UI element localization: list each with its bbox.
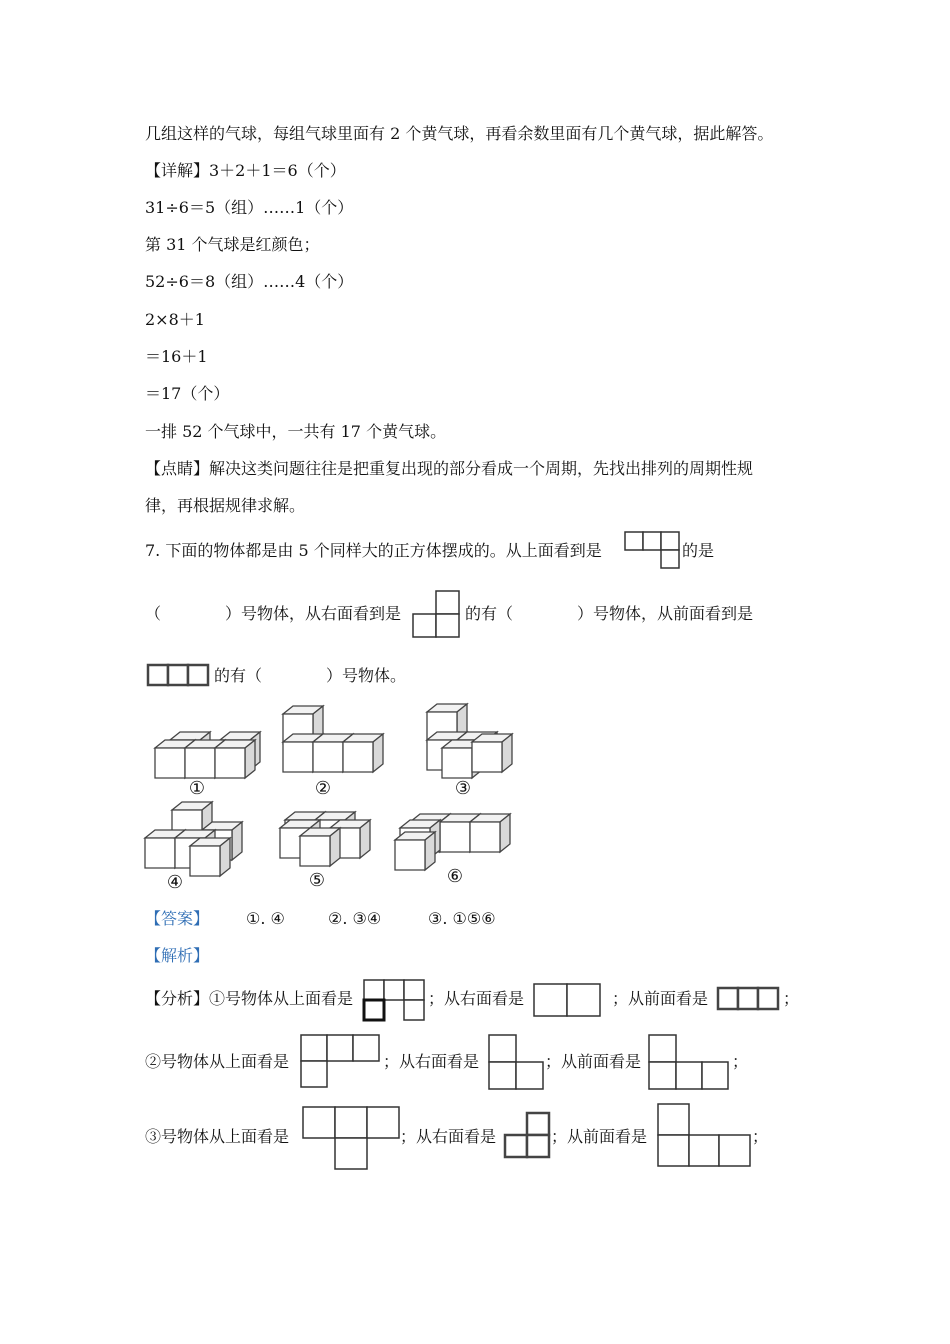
analysis-text: ③号物体从上面看是	[145, 1127, 290, 1146]
analysis-text: ；从右面看是	[383, 1052, 480, 1071]
figure-label-6: ⑥	[446, 866, 464, 887]
fig2-top-view	[300, 1034, 380, 1088]
question-text: 的是	[682, 541, 715, 560]
text-line: 几组这样的气球，每组气球里面有 2 个黄气球，再看余数里面有几个黄气球，据此解答。	[145, 124, 774, 143]
cube	[395, 832, 435, 870]
answer-1: ①. ④	[246, 909, 285, 928]
fig3-front-view	[657, 1103, 751, 1167]
analysis-text: ；从前面看是	[551, 1127, 648, 1146]
calc-line: ＝17（个）	[145, 384, 230, 403]
fig2-front-view	[648, 1034, 730, 1090]
figure-label-3: ③	[454, 778, 472, 799]
cube	[470, 814, 510, 852]
question-text: （ ）号物体，从右面看到是	[145, 604, 402, 623]
figure-label-1: ①	[188, 778, 206, 799]
fig1-front-view	[716, 986, 782, 1012]
front-view-shape	[146, 663, 212, 687]
text-line: 第 31 个气球是红颜色；	[145, 235, 320, 254]
analysis-text: ；	[752, 1127, 769, 1146]
analysis-label: 【解析】	[145, 946, 210, 965]
fig3-right-view	[503, 1111, 551, 1159]
figure-label-2: ②	[314, 778, 332, 799]
analysis-text: 【分析】①号物体从上面看是	[145, 989, 354, 1008]
figure-label-4: ④	[166, 872, 184, 893]
right-view-shape	[412, 590, 462, 638]
fig1-top-view	[362, 978, 426, 1022]
top-view-shape	[624, 531, 680, 571]
analysis-text: ；	[783, 989, 800, 1008]
question-text: 的有（ ）号物体。	[214, 666, 407, 685]
fig2-right-view	[488, 1034, 544, 1090]
calc-line: 31÷6＝5（组）……1（个）	[145, 198, 354, 217]
cube	[472, 734, 512, 772]
analysis-text: ；从右面看是	[428, 989, 525, 1008]
answer-3: ③. ①⑤⑥	[428, 909, 496, 928]
analysis-text: ②号物体从上面看是	[145, 1052, 290, 1071]
cube	[343, 734, 383, 772]
analysis-text: ；从右面看是	[400, 1127, 497, 1146]
cube	[215, 740, 255, 778]
comment-line: 【点睛】解决这类问题往往是把重复出现的部分看成一个周期，先找出排列的周期性规	[145, 459, 754, 478]
fig3-top-view	[302, 1106, 400, 1170]
figure-label-5: ⑤	[308, 870, 326, 891]
cube	[300, 828, 340, 866]
analysis-text: ；从前面看是	[612, 989, 709, 1008]
cube	[190, 838, 230, 876]
calc-line: 2×8＋1	[145, 310, 205, 329]
comment-line: 律，再根据规律求解。	[145, 496, 306, 515]
conclusion-line: 一排 52 个气球中，一共有 17 个黄气球。	[145, 422, 447, 441]
question-text: 7. 下面的物体都是由 5 个同样大的正方体摆成的。从上面看到是	[145, 541, 602, 560]
answer-label: 【答案】	[145, 909, 210, 928]
analysis-text: ；	[732, 1052, 749, 1071]
fig1-right-view	[533, 983, 601, 1017]
calc-line: ＝16＋1	[145, 347, 208, 366]
answer-2: ②. ③④	[328, 909, 382, 928]
detail-line: 【详解】3＋2＋1＝6（个）	[145, 161, 346, 180]
analysis-text: ；从前面看是	[545, 1052, 642, 1071]
calc-line: 52÷6＝8（组）……4（个）	[145, 272, 354, 291]
question-text: 的有（ ）号物体，从前面看到是	[465, 604, 754, 623]
